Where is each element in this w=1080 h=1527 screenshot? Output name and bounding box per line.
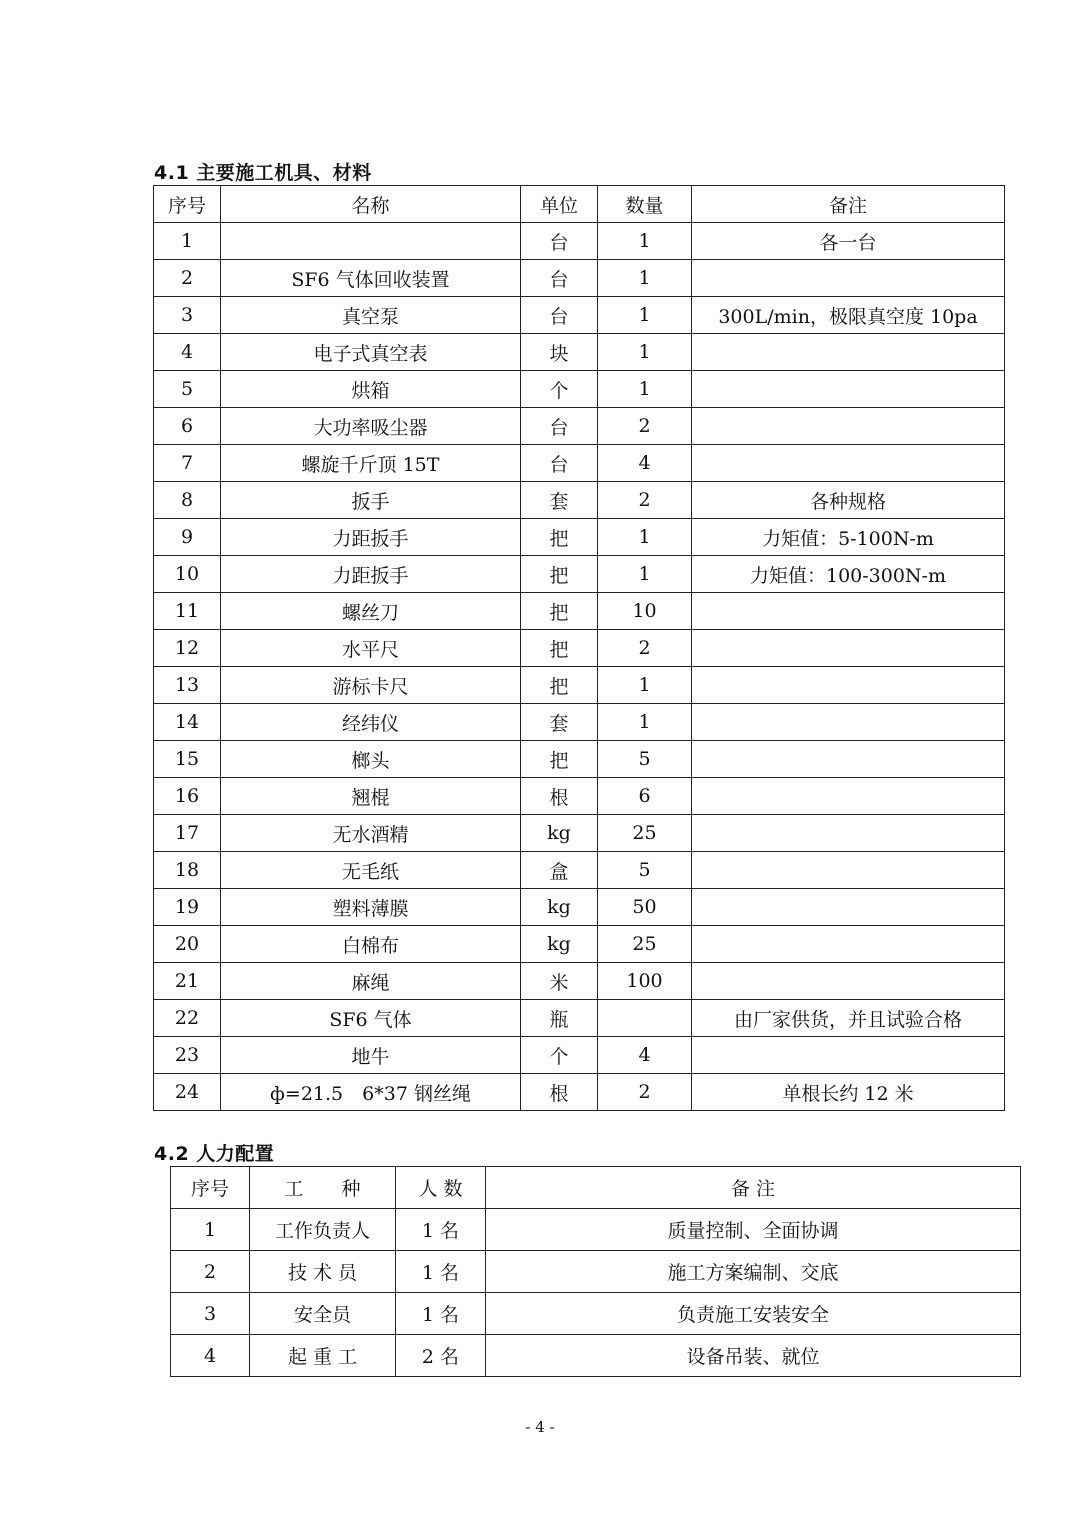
column-header-name: 名称 [221, 186, 521, 223]
table-row [154, 667, 1005, 704]
table-row [154, 926, 1005, 963]
table-cell: ф=21.5 6*37 钢丝绳 [221, 1074, 521, 1111]
table-cell: 把 [521, 630, 598, 667]
table-row [154, 630, 1005, 667]
column-header-unit: 单位 [521, 186, 598, 223]
table-header-row [154, 186, 1005, 223]
table-cell: 19 [154, 889, 221, 926]
table-cell: 4 [598, 445, 692, 482]
table-cell: 螺丝刀 [221, 593, 521, 630]
table-cell: 经纬仪 [221, 704, 521, 741]
table-row [154, 260, 1005, 297]
table-cell [692, 926, 1005, 963]
table-cell [692, 445, 1005, 482]
table-cell: 20 [154, 926, 221, 963]
table-cell: 13 [154, 667, 221, 704]
column-header-remark: 备 注 [486, 1167, 1021, 1209]
table-cell: 无水酒精 [221, 815, 521, 852]
table-cell: 起 重 工 [250, 1335, 396, 1377]
table-cell: 根 [521, 778, 598, 815]
table-cell: 真空泵 [221, 297, 521, 334]
table-cell: 2 [171, 1251, 250, 1293]
table-cell: 工作负责人 [250, 1209, 396, 1251]
table-cell [692, 371, 1005, 408]
table-cell: SF6 气体回收装置 [221, 260, 521, 297]
table-cell: 6 [154, 408, 221, 445]
table-cell: 无毛纸 [221, 852, 521, 889]
table-cell: 50 [598, 889, 692, 926]
table-row [154, 556, 1005, 593]
table-row [171, 1209, 1021, 1251]
column-header-trade: 工 种 [250, 1167, 396, 1209]
table-cell: 12 [154, 630, 221, 667]
section-title-tools: 4.1 主要施工机具、材料 [154, 162, 372, 184]
table-cell: 麻绳 [221, 963, 521, 1000]
table-row [154, 1000, 1005, 1037]
table-cell [692, 260, 1005, 297]
table-cell: 1 [598, 519, 692, 556]
table-cell: 10 [598, 593, 692, 630]
table-cell: 4 [598, 1037, 692, 1074]
table-cell: 9 [154, 519, 221, 556]
table-cell: 台 [521, 297, 598, 334]
table-cell: 台 [521, 408, 598, 445]
table-row [154, 741, 1005, 778]
table-row [154, 778, 1005, 815]
table-cell: 把 [521, 593, 598, 630]
table-cell: 1 名 [396, 1251, 486, 1293]
table-cell: 1 [598, 334, 692, 371]
table-cell: 把 [521, 667, 598, 704]
table-cell: 4 [154, 334, 221, 371]
table-cell: 电子式真空表 [221, 334, 521, 371]
table-cell: 22 [154, 1000, 221, 1037]
table-cell: 水平尺 [221, 630, 521, 667]
table-cell: 14 [154, 704, 221, 741]
table-cell [692, 889, 1005, 926]
table-cell: 1 名 [396, 1209, 486, 1251]
tools-materials-table [153, 185, 1005, 1111]
table-cell: 2 [598, 1074, 692, 1111]
table-cell: 个 [521, 1037, 598, 1074]
table-row [154, 963, 1005, 1000]
table-cell: 施工方案编制、交底 [486, 1251, 1021, 1293]
table-cell: 各种规格 [692, 482, 1005, 519]
table-cell: 2 [598, 408, 692, 445]
table-cell: 5 [154, 371, 221, 408]
table-row [154, 704, 1005, 741]
table-cell: 白棉布 [221, 926, 521, 963]
table-cell [692, 630, 1005, 667]
table-row [171, 1251, 1021, 1293]
table-cell: 台 [521, 223, 598, 260]
table-row [154, 1074, 1005, 1111]
table-cell: 17 [154, 815, 221, 852]
table-cell: 米 [521, 963, 598, 1000]
table-cell: 7 [154, 445, 221, 482]
table-cell: 3 [171, 1293, 250, 1335]
table-cell: 1 [154, 223, 221, 260]
table-row [154, 223, 1005, 260]
table-cell: kg [521, 815, 598, 852]
table-cell: 力距扳手 [221, 556, 521, 593]
table-cell [692, 704, 1005, 741]
table-cell [221, 223, 521, 260]
table-row [154, 297, 1005, 334]
table-cell: 300L/min，极限真空度 10pa [692, 297, 1005, 334]
staffing-table [170, 1166, 1021, 1377]
table-cell: 把 [521, 741, 598, 778]
column-header-index: 序号 [154, 186, 221, 223]
table-cell: 个 [521, 371, 598, 408]
table-cell: 5 [598, 741, 692, 778]
table-cell: 力矩值：100-300N-m [692, 556, 1005, 593]
table-cell: 2 [598, 630, 692, 667]
table-cell: 负责施工安装安全 [486, 1293, 1021, 1335]
table-cell: 23 [154, 1037, 221, 1074]
section-title-staffing: 4.2 人力配置 [154, 1143, 275, 1165]
table-row [154, 408, 1005, 445]
table-cell [692, 741, 1005, 778]
table-cell: 2 名 [396, 1335, 486, 1377]
table-cell: 根 [521, 1074, 598, 1111]
table-row [154, 334, 1005, 371]
table-row [154, 482, 1005, 519]
table-cell [692, 593, 1005, 630]
column-header-headcount: 人 数 [396, 1167, 486, 1209]
table-cell: 翘棍 [221, 778, 521, 815]
table-cell: 3 [154, 297, 221, 334]
table-cell: 1 [598, 223, 692, 260]
table-cell: kg [521, 889, 598, 926]
column-header-remark: 备注 [692, 186, 1005, 223]
table-cell: 6 [598, 778, 692, 815]
table-cell: 8 [154, 482, 221, 519]
table-cell: 10 [154, 556, 221, 593]
table-cell: 榔头 [221, 741, 521, 778]
table-cell: 力距扳手 [221, 519, 521, 556]
table-cell: 扳手 [221, 482, 521, 519]
table-cell: 1 [598, 667, 692, 704]
table-cell: 烘箱 [221, 371, 521, 408]
table-header-row [171, 1167, 1021, 1209]
table-cell: 把 [521, 556, 598, 593]
table-cell: 2 [154, 260, 221, 297]
table-cell: 1 [598, 704, 692, 741]
table-cell: 套 [521, 482, 598, 519]
table-cell: 质量控制、全面协调 [486, 1209, 1021, 1251]
table-cell: 大功率吸尘器 [221, 408, 521, 445]
table-cell: 台 [521, 445, 598, 482]
table-cell: 技 术 员 [250, 1251, 396, 1293]
table-row [154, 815, 1005, 852]
table-row [154, 852, 1005, 889]
table-cell: 16 [154, 778, 221, 815]
table-row [154, 593, 1005, 630]
table-cell: 把 [521, 519, 598, 556]
tools-table-body [154, 223, 1005, 1111]
table-row [154, 445, 1005, 482]
table-row [154, 519, 1005, 556]
table-cell: 1 [598, 371, 692, 408]
table-cell: 21 [154, 963, 221, 1000]
table-cell [692, 1037, 1005, 1074]
table-cell: 套 [521, 704, 598, 741]
page-number: - 4 - [525, 1418, 555, 1436]
table-cell: kg [521, 926, 598, 963]
table-cell: 2 [598, 482, 692, 519]
table-cell: 25 [598, 926, 692, 963]
table-cell [692, 334, 1005, 371]
table-cell: 25 [598, 815, 692, 852]
table-cell: 24 [154, 1074, 221, 1111]
table-cell [692, 408, 1005, 445]
table-cell: SF6 气体 [221, 1000, 521, 1037]
table-cell [692, 778, 1005, 815]
column-header-index: 序号 [171, 1167, 250, 1209]
table-cell: 1 名 [396, 1293, 486, 1335]
table-cell: 由厂家供货，并且试验合格 [692, 1000, 1005, 1037]
table-cell: 4 [171, 1335, 250, 1377]
table-cell: 地牛 [221, 1037, 521, 1074]
table-cell [692, 963, 1005, 1000]
table-cell: 1 [598, 297, 692, 334]
table-cell: 安全员 [250, 1293, 396, 1335]
table-cell: 力矩值：5-100N-m [692, 519, 1005, 556]
column-header-quantity: 数量 [598, 186, 692, 223]
table-cell [692, 852, 1005, 889]
table-cell: 1 [598, 260, 692, 297]
table-row [154, 1037, 1005, 1074]
table-cell: 1 [598, 556, 692, 593]
table-row [171, 1335, 1021, 1377]
table-cell: 11 [154, 593, 221, 630]
table-cell: 瓶 [521, 1000, 598, 1037]
table-row [171, 1293, 1021, 1335]
table-cell: 18 [154, 852, 221, 889]
table-cell: 100 [598, 963, 692, 1000]
table-cell: 5 [598, 852, 692, 889]
staffing-table-body [171, 1209, 1021, 1377]
table-cell: 设备吊装、就位 [486, 1335, 1021, 1377]
table-cell: 螺旋千斤顶 15T [221, 445, 521, 482]
table-cell [692, 667, 1005, 704]
table-cell: 单根长约 12 米 [692, 1074, 1005, 1111]
table-cell: 1 [171, 1209, 250, 1251]
table-cell: 块 [521, 334, 598, 371]
table-cell: 各一台 [692, 223, 1005, 260]
table-row [154, 371, 1005, 408]
table-cell: 游标卡尺 [221, 667, 521, 704]
table-cell: 盒 [521, 852, 598, 889]
table-cell [598, 1000, 692, 1037]
table-cell: 台 [521, 260, 598, 297]
table-cell: 塑料薄膜 [221, 889, 521, 926]
table-row [154, 889, 1005, 926]
table-cell [692, 815, 1005, 852]
table-cell: 15 [154, 741, 221, 778]
